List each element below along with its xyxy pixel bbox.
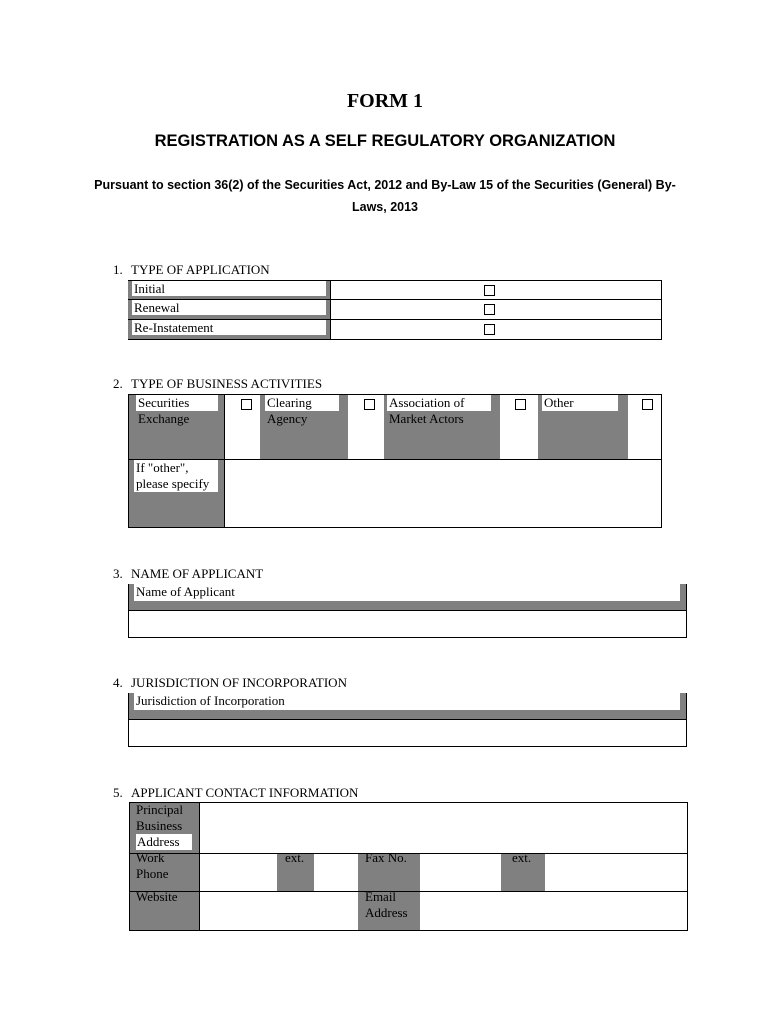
name-of-applicant-label: Name of Applicant	[134, 584, 680, 601]
jurisdiction-label: Jurisdiction of Incorporation	[134, 693, 680, 710]
section-title: APPLICANT CONTACT INFORMATION	[131, 785, 359, 800]
fax-ext-label: ext.	[512, 850, 532, 865]
section-title: TYPE OF BUSINESS ACTIVITIES	[131, 376, 323, 391]
activity-clearing-agency: Clearing Agency	[265, 395, 339, 427]
association-checkbox[interactable]	[515, 399, 526, 410]
fax-label: Fax No.	[365, 850, 407, 865]
section-title: JURISDICTION OF INCORPORATION	[131, 675, 347, 690]
applicant-name-input[interactable]	[129, 611, 686, 637]
section-number: 2.	[113, 376, 123, 391]
if-other-label: If "other", please specify	[134, 460, 218, 492]
renewal-checkbox[interactable]	[484, 304, 495, 315]
section-title: TYPE OF APPLICATION	[131, 262, 270, 277]
option-renewal-label: Renewal	[132, 300, 326, 315]
section-number: 5.	[113, 785, 123, 800]
business-activities-table	[128, 394, 662, 528]
work-phone-label: Work Phone	[136, 850, 169, 881]
work-phone-ext-input[interactable]	[314, 854, 358, 891]
initial-checkbox[interactable]	[484, 285, 495, 296]
website-label: Website	[136, 889, 178, 904]
email-address-input[interactable]	[420, 892, 687, 930]
securities-exchange-checkbox[interactable]	[241, 399, 252, 410]
fax-input[interactable]	[420, 854, 501, 891]
activity-other: Other	[542, 395, 618, 411]
section-number: 1.	[113, 262, 123, 277]
application-type-table	[128, 280, 662, 340]
fax-ext-input[interactable]	[545, 854, 687, 891]
principal-address-label: Principal Business Address	[136, 802, 192, 850]
section-title: NAME OF APPLICANT	[131, 566, 264, 581]
clearing-agency-checkbox[interactable]	[364, 399, 375, 410]
section-number: 4.	[113, 675, 123, 690]
activity-securities-exchange: Securities Exchange	[136, 395, 218, 427]
work-phone-input[interactable]	[200, 854, 277, 891]
applicant-name-table	[128, 584, 687, 638]
form-title: REGISTRATION AS A SELF REGULATORY ORGANIZATION	[154, 132, 616, 150]
option-reinstatement-label: Re-Instatement	[132, 320, 326, 335]
pursuant-text: Pursuant to section 36(2) of the Securities Act, 2012 and By-Law 15 of the Securities (General) By-Laws, 2013	[94, 178, 676, 214]
option-initial-label: Initial	[132, 281, 326, 296]
email-address-label: Email Address	[365, 889, 408, 920]
other-specify-field[interactable]	[225, 460, 661, 527]
jurisdiction-input[interactable]	[129, 720, 686, 746]
work-phone-ext-label: ext.	[285, 850, 305, 865]
activity-association-of-market-actors: Association of Market Actors	[387, 395, 491, 427]
principal-address-input[interactable]	[200, 803, 687, 853]
reinstatement-checkbox[interactable]	[484, 324, 495, 335]
other-checkbox[interactable]	[642, 399, 653, 410]
website-input[interactable]	[200, 892, 358, 930]
contact-info-table	[129, 802, 688, 931]
section-number: 3.	[113, 566, 123, 581]
jurisdiction-table	[128, 693, 687, 747]
form-number: FORM 1	[346, 90, 424, 112]
